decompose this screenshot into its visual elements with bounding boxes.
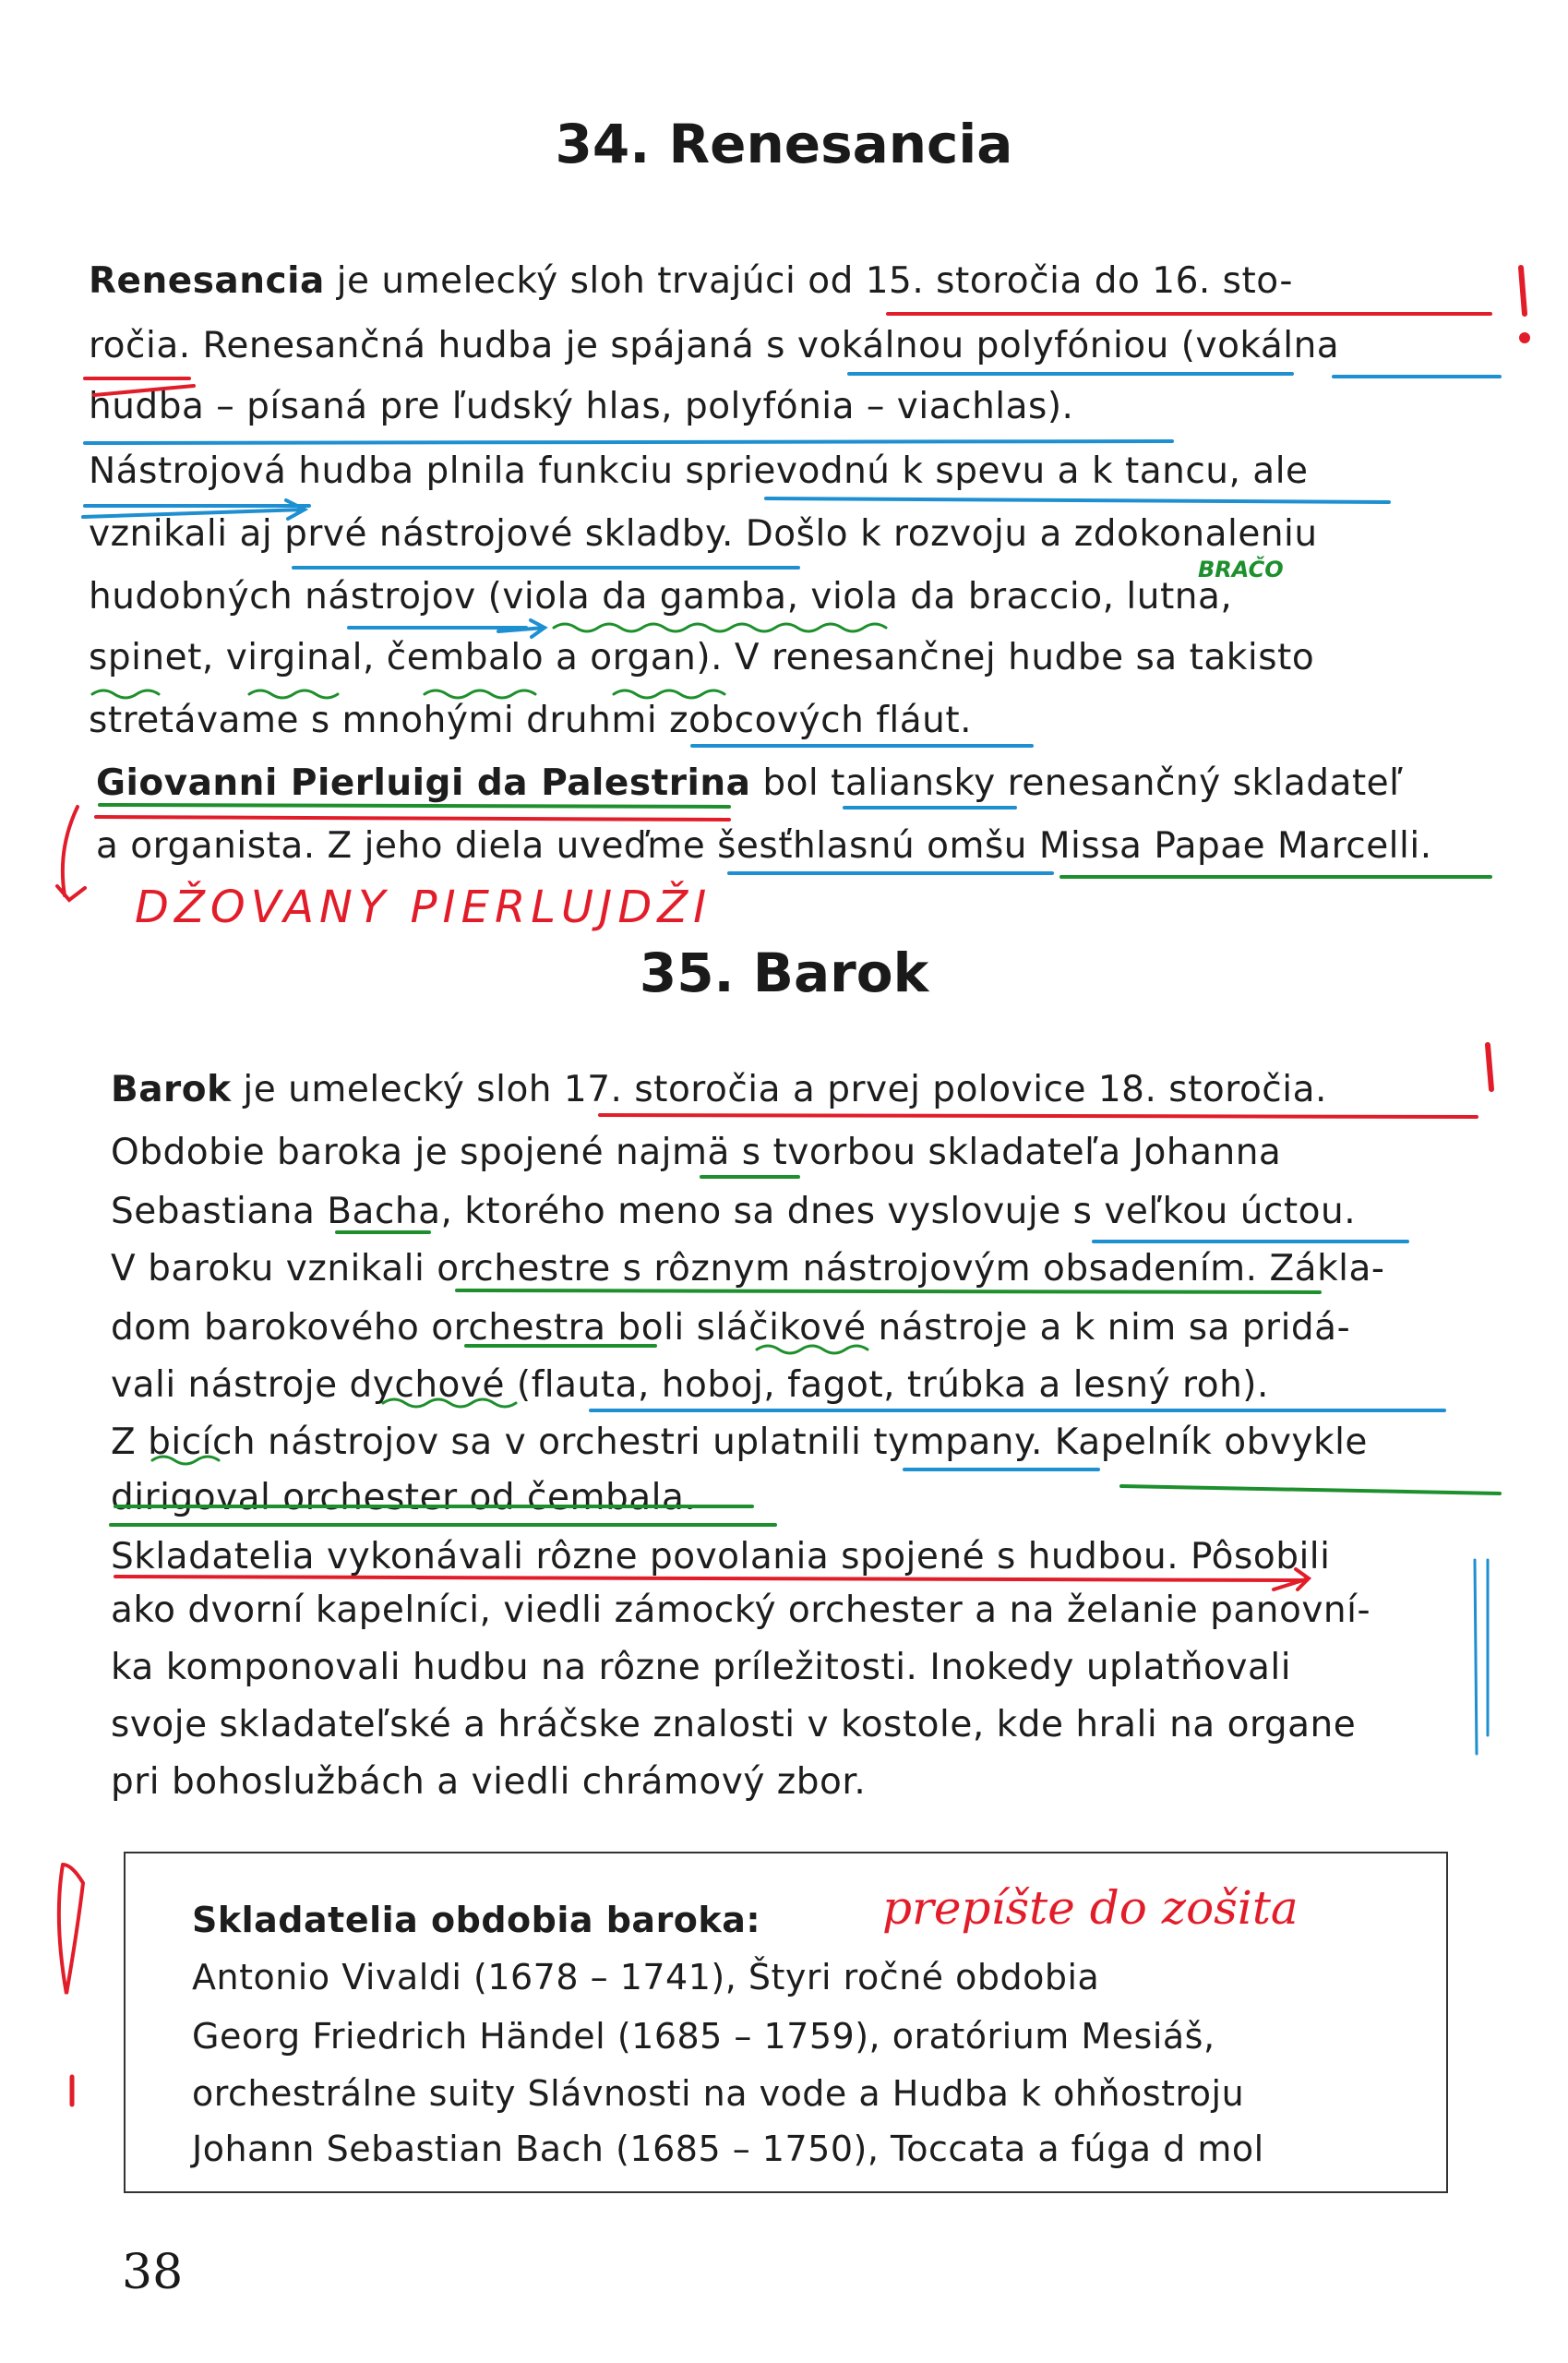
page-number: 38 [122, 2245, 184, 2300]
s2-line: Skladatelia vykonávali rôzne povolania spojené s hudbou. Pôsobili [111, 1536, 1331, 1577]
s1-line: spinet, virginal, čembalo a organ). V renesančnej hudbe sa takisto [89, 637, 1315, 678]
red-exclamation [59, 1865, 83, 1994]
s2-line: V baroku vznikali orchestre s rôznym nástrojovým obsadením. Zákla- [111, 1248, 1385, 1289]
s2-line: Barok je umelecký sloh 17. storočia a prvej polovice 18. storočia. [111, 1069, 1327, 1110]
s1-line: Giovanni Pierluigi da Palestrina bol taliansky renesančný skladateľ [96, 762, 1404, 804]
green-wavy [152, 1457, 219, 1464]
red-underline [96, 817, 729, 820]
green-underline [100, 805, 729, 807]
s2-line: Z bicích nástrojov sa v orchestri uplatnili tympany. Kapelník obvykle [111, 1421, 1368, 1463]
blue-underline [85, 441, 1172, 443]
blue-side-line [1475, 1560, 1477, 1754]
handwritten-braccio-note: BRAČO [1198, 557, 1284, 582]
s1-line: Nástrojová hudba plnila funkciu sprievodnú k spevu a k tancu, ale [89, 450, 1309, 492]
s2-line: svoje skladateľské a hráčske znalosti v kostole, kde hrali na organe [111, 1704, 1357, 1745]
red-underline [94, 386, 194, 395]
box-line: Johann Sebastian Bach (1685 – 1750), Toccata a fúga d mol [192, 2129, 1264, 2169]
handwritten-pronunciation: DŽOVANY PIERLUJDŽI [135, 882, 712, 933]
s1-line: a organista. Z jeho diela uveďme šesťhlasnú omšu Missa Papae Marcelli. [96, 825, 1432, 867]
section-title-renesancia: 34. Renesancia [555, 113, 1013, 175]
s2-line: pri bohoslužbách a viedli chrámový zbor. [111, 1761, 867, 1803]
red-underline [115, 1577, 1301, 1580]
red-exclamation [1488, 1045, 1491, 1089]
red-bracket-arrow [57, 807, 85, 900]
red-underline [600, 1115, 1477, 1117]
green-wavy [757, 1346, 868, 1353]
s1-line: stretávame s mnohými druhmi zobcových fláut. [89, 700, 973, 741]
s1-line: ročia. Renesančná hudba je spájaná s vokálnou polyfóniou (vokálna [89, 325, 1340, 366]
s2-line: Sebastiana Bacha, ktorého meno sa dnes vyslovuje s veľkou úctou. [111, 1191, 1357, 1232]
green-wavy [554, 624, 886, 631]
s2-line: ka komponovali hudbu na rôzne príležitosti. Inokedy uplatňovali [111, 1647, 1292, 1688]
s2-line: Obdobie baroka je spojené najmä s tvorbou skladateľa Johanna [111, 1132, 1282, 1173]
box-line: orchestrálne suity Slávnosti na vode a Hudba k ohňostroju [192, 2073, 1245, 2114]
green-wavy [92, 690, 724, 698]
s1-line: hudba – písaná pre ľudský hlas, polyfónia – viachlas). [89, 386, 1074, 427]
green-underline [1121, 1486, 1500, 1493]
s1-line: vznikali aj prvé nástrojové skladby. Došlo k rozvoju a zdokonaleniu [89, 513, 1318, 555]
handwritten-copy-note: prepíšte do zošita [882, 1881, 1299, 1935]
s2-line: dom barokového orchestra boli sláčikové nástroje a k nim sa pridá- [111, 1307, 1351, 1349]
s2-line: vali nástroje dychové (flauta, hoboj, fagot, trúbka a lesný roh). [111, 1364, 1269, 1406]
blue-underline [766, 498, 1389, 502]
box-line: Antonio Vivaldi (1678 – 1741), Štyri ročné obdobia [192, 1957, 1100, 1997]
box-heading: Skladatelia obdobia baroka: [192, 1900, 761, 1940]
s1-line: hudobných nástrojov (viola da gamba, viola da braccio, lutna, [89, 576, 1233, 618]
green-wavy [383, 1399, 516, 1407]
s1-line: Renesancia je umelecký sloh trvajúci od 15. storočia do 16. sto- [89, 260, 1293, 302]
red-exclamation [1521, 268, 1525, 314]
box-line: Georg Friedrich Händel (1685 – 1759), oratórium Mesiáš, [192, 2016, 1215, 2057]
blue-arrow [83, 500, 305, 519]
s2-line: ako dvorní kapelníci, viedli zámocký orchester a na želanie panovní- [111, 1589, 1371, 1631]
green-underline [457, 1290, 1320, 1292]
s2-line: dirigoval orchester od čembala. [111, 1477, 697, 1518]
section-title-barok: 35. Barok [639, 942, 929, 1004]
